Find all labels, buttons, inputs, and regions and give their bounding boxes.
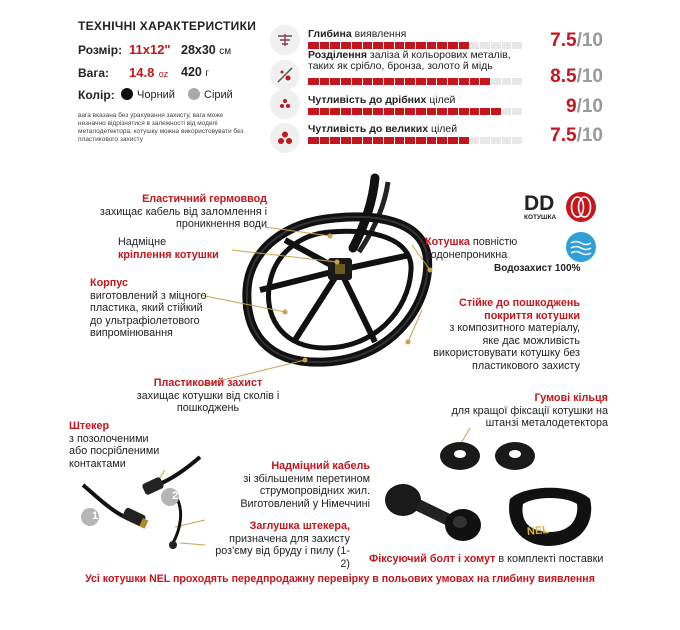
grommet-title: Еластичний гермоввод [142,193,267,205]
weight-oz-value: 14.8 [129,65,155,80]
rating-score-max: /10 [576,96,603,117]
size-label: Розмір: [78,43,123,57]
cap-title: Заглушка штекера, [249,520,350,532]
color-label: Колір: [78,88,115,102]
dd-badge: DD [524,192,555,215]
cable-callout [205,460,370,510]
weight-label: Вага: [78,66,110,80]
rating-score-value: 9 [566,96,577,117]
rating-label-rest: цілей [426,94,456,106]
size-cm-value: 28x30 [181,43,216,57]
cap-callout [210,520,350,570]
shield-callout [133,377,283,415]
weight-note: вага вказана без урахування захисту, вага може незначно відрізнятися в залежності від моделі металодетектора, котушку можна використовувати без пластикового захисту [78,112,244,143]
color-gray-label: Сірий [204,89,233,101]
color-black-label: Чорний [137,89,175,101]
mount-pre: Надміцне [118,236,167,248]
weight-oz-unit: oz [158,69,169,79]
shield-title: Пластиковий захист [153,377,263,389]
body-text: виготовлений з міцного пластика, який стійкий до ультрафіолетового випромінювання [90,289,207,339]
strap-brand: NEL [526,524,550,538]
marker-1: 1 [91,510,99,522]
fixing-bolt [378,470,488,550]
marker-2: 2 [171,490,179,502]
rings-title: Гумові кільця [534,392,608,404]
resist-title: Стійке до пошкоджень покриття котушки [459,297,580,322]
coil-title: Котушка [425,236,470,248]
rating-label-bold: Чутливість до дрібних [308,94,427,106]
body-callout [90,277,215,340]
cable-text: зі збільшеним перетином струмопровідних жил. Виготовлений у Німеччині [240,472,370,510]
rings-text: для кращої фіксації котушки на штанзі металодетектора [451,404,608,429]
plug-title: Штекер [69,420,110,432]
strap [505,484,595,549]
coil-callout [425,236,570,261]
cable-title: Надміцний кабель [271,460,370,472]
waterproof-icon [566,232,596,262]
plug-text: з позолоченими або посрібленими контактами [69,432,160,470]
weight-g-unit: г [205,68,209,79]
rating-label-rest: заліза й кольорових металів, таких як срібло, бронза, золото й мідь [308,49,511,72]
rating-score-value: 7.5 [550,30,577,51]
grommet-text: захищає кабель від заломлення і проникнення води [99,205,267,230]
rings-callout [440,392,608,430]
bolt-text: в комплекті поставки [495,553,604,565]
rating-label-bold: Чутливість до великих [308,123,429,135]
rating-score-max: /10 [576,66,603,87]
mount-callout [118,236,258,261]
rating-label-rest: виявлення [351,28,407,40]
rating-score-value: 7.5 [550,125,577,146]
body-title: Корпус [90,277,129,289]
bolt-callout [369,553,609,566]
rating-label-bold: Розділення [308,49,368,61]
grommet-callout [82,193,267,231]
waterproof-label: Водозахист 100% [494,263,581,274]
resist-callout [430,297,580,372]
plug-illustration [75,455,205,555]
footer-note: Усі котушки NEL проходять передпродажну перевірку в польових умовах на глибину виявлення [85,573,595,585]
size-inches: 11x12" [129,42,171,57]
weight-g-value: 420 [181,65,202,79]
coil-text-1: повністю [469,236,518,248]
mount-title: кріплення котушки [118,248,219,261]
cap-text: призначена для захисту роз'єму від бруду і пилу (1-2) [215,532,350,570]
specs-title: ТЕХНІЧНІ ХАРАКТЕРИСТИКИ [78,19,257,33]
rating-score-max: /10 [576,30,603,51]
rating-score-max: /10 [576,125,603,146]
rating-label-rest: цілей [428,123,458,135]
rating-score-value: 8.5 [550,66,577,87]
size-cm-unit: см [219,46,232,57]
dd-coil-icon [566,192,596,222]
coil-text-2: водонепроникна [425,248,508,261]
resist-text: з композитного матеріалу, яке дає можливість використовувати котушку без пластикового захисту [433,322,580,372]
dd-sub: КОТУШКА [524,214,557,221]
shield-text: захищає котушки від сколів і пошкоджень [136,389,280,414]
rating-label-bold: Глибина [308,28,352,40]
bolt-title: Фіксуючий болт і хомут [369,553,496,565]
